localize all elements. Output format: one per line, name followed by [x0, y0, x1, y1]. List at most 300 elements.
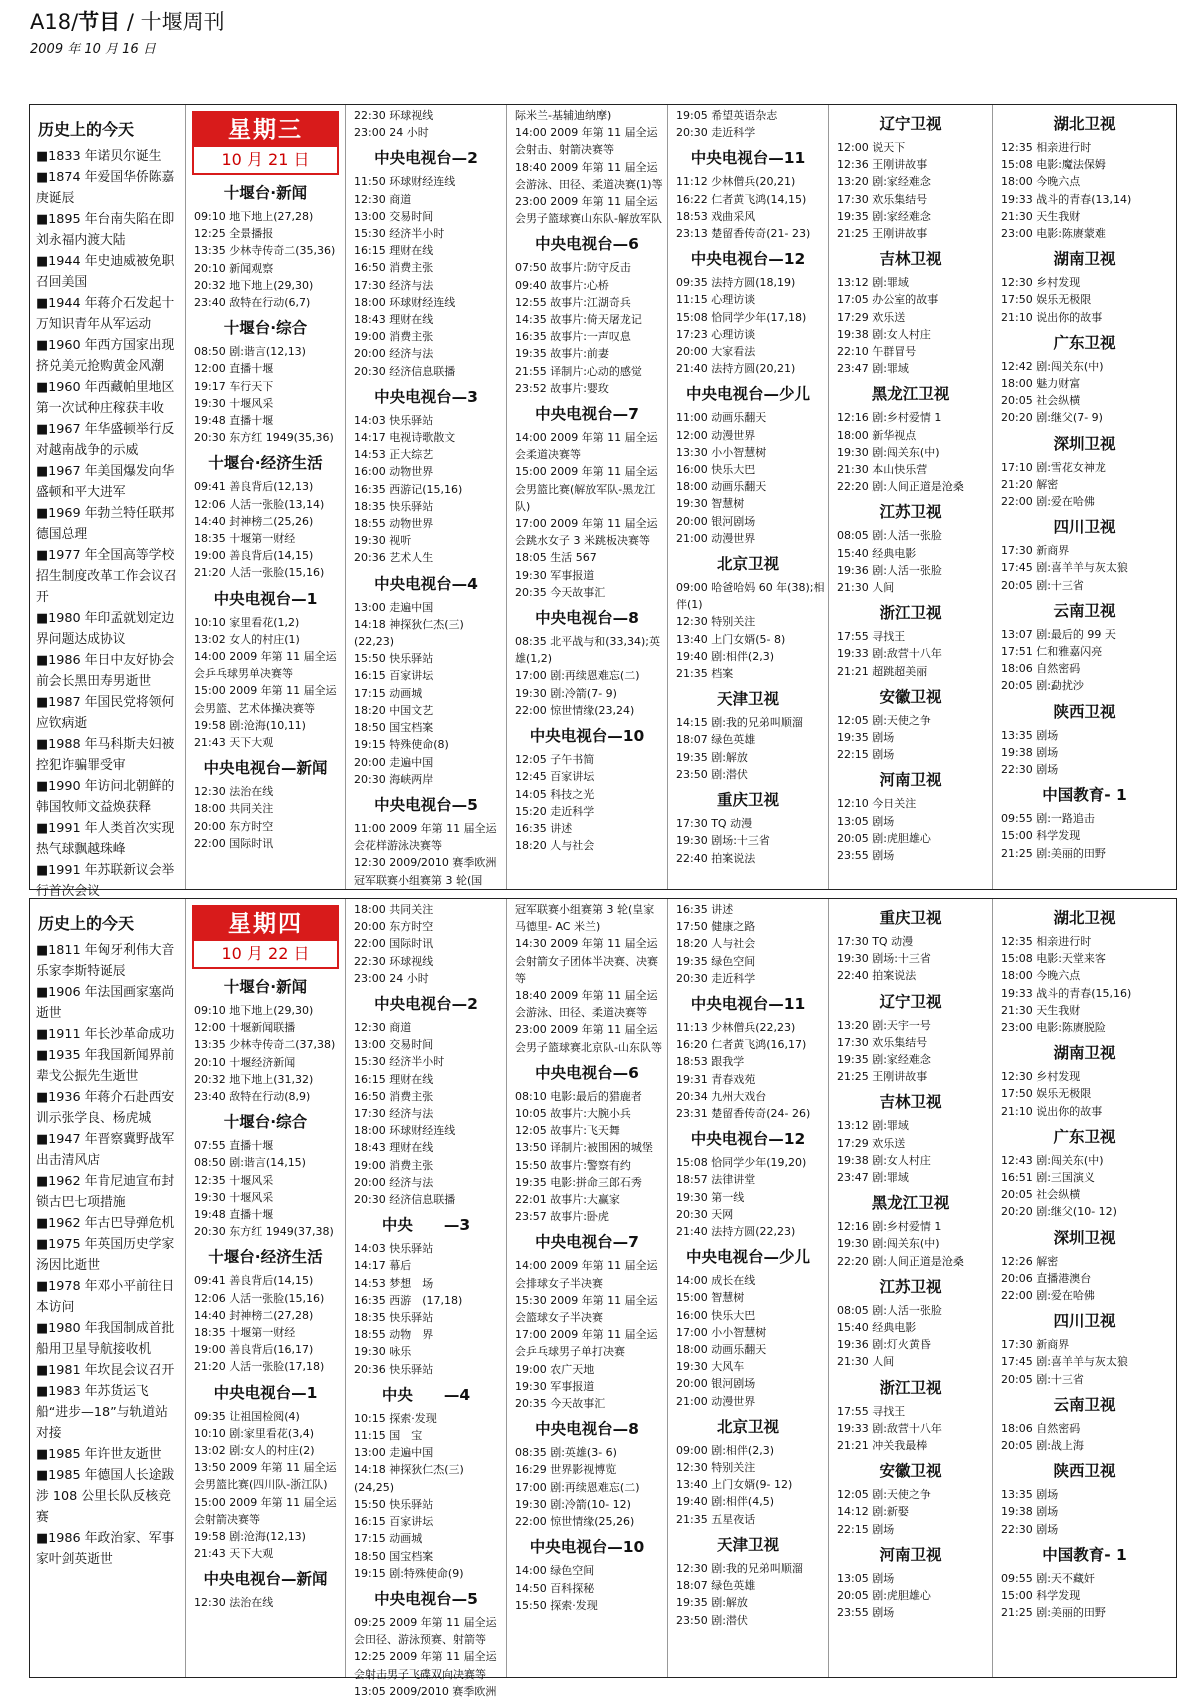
program-item: 15:00 科学发现	[1001, 829, 1081, 843]
program-item: 19:58 剧:沧海(12,13)	[194, 1530, 306, 1544]
program-item: 16:00 快乐大巴	[676, 463, 756, 477]
channel-title: 十堰台·综合	[223, 319, 308, 338]
program-item: 19:38 剧:女人村庄	[837, 1153, 931, 1167]
history-item: ■1980 年我国制成首批船用卫星导航接收机	[36, 1321, 175, 1357]
channel-title: 河南卫视	[879, 771, 942, 790]
channel-title: 中央电视台—10	[529, 727, 645, 746]
channel-title: 江苏卫视	[879, 1277, 942, 1296]
schedule-block-wednesday	[29, 104, 1177, 899]
program-item: 19:30 剧场:十三省	[837, 952, 931, 966]
program-item: 19:33 战斗的青春(13,14)	[1001, 192, 1132, 206]
program-item: 20:05 剧:十三省	[1001, 578, 1084, 592]
column-top-spacer	[993, 105, 1176, 107]
channel-title: 中央电视台—5	[374, 795, 478, 814]
program-item: 14:40 封神榜二(27,28)	[194, 1308, 314, 1322]
program-item: 12:30 法治在线	[194, 1596, 274, 1610]
program-item: 12:00 说天下	[837, 141, 906, 154]
program-item: 23:50 剧:潜伏	[676, 1613, 748, 1627]
channel-title: 深圳卫视	[1053, 434, 1116, 453]
channel-title: 安徽卫视	[879, 1462, 942, 1481]
schedule-column	[828, 105, 992, 889]
program-item: 19:38 剧场	[1001, 745, 1059, 759]
program-item: 22:00 剧:爱在哈佛	[1001, 495, 1095, 509]
program-item: 20:00 东方时空	[194, 819, 274, 833]
program-item: 23:55 剧场	[837, 849, 895, 863]
channel-section	[668, 148, 828, 242]
program-item: 19:40 剧:相伴(4,5)	[676, 1495, 774, 1509]
program-item: 12:30 商道	[354, 192, 412, 206]
program-item: 17:30 新商界	[1001, 1338, 1070, 1352]
program-item: 19:35 剧:家经难念	[837, 1053, 931, 1067]
channel-section	[507, 901, 667, 1056]
program-item: 09:41 善良背后(14,15)	[194, 1274, 314, 1288]
channel-title: 十堰台·经济生活	[208, 454, 323, 473]
program-item: 09:41 善良背后(12,13)	[194, 480, 314, 494]
channel-section	[507, 1063, 667, 1226]
history-column	[30, 899, 185, 1677]
channel-title: 江苏卫视	[879, 503, 942, 522]
program-item: 20:30 东方红 1949(35,36)	[194, 431, 334, 445]
program-item: 20:00 大家看法	[676, 345, 756, 359]
program-item: 19:30 军事报道	[515, 568, 595, 582]
program-item: 19:05 希望英语杂志	[676, 109, 778, 122]
program-item: 20:20 剧:继父(7- 9)	[1001, 411, 1103, 425]
program-item: 17:00 剧:再续恩难忘(二)	[515, 669, 640, 683]
program-item: 15:50 探索·发现	[515, 1598, 598, 1612]
program-item: 14:00 2009 年第 11 届全运会柔道决赛等	[515, 431, 658, 462]
program-item: 17:45 剧:喜羊羊与灰太狼	[1001, 561, 1128, 575]
schedule-column	[667, 105, 828, 889]
program-item: 20:05 剧:勐扰沙	[1001, 679, 1084, 693]
program-item: 21:10 说出你的故事	[1001, 310, 1103, 324]
history-item: ■1983 年苏货运飞船“进步—18”与轨道站对接	[36, 1384, 168, 1441]
program-item: 17:15 动画城	[354, 1532, 423, 1546]
program-item: 12:00 十堰新闻联播	[194, 1021, 296, 1035]
day-badge	[192, 905, 339, 969]
channel-section	[668, 790, 828, 867]
program-item: 16:15 百家讲坛	[354, 1515, 434, 1529]
program-item: 08:05 剧:人活一张脸	[837, 529, 942, 543]
program-item: 17:45 剧:喜羊羊与灰太狼	[1001, 1355, 1128, 1369]
program-item: 09:00 剧:相伴(2,3)	[676, 1443, 774, 1457]
channel-title: 湖北卫视	[1053, 909, 1116, 927]
program-item: 23:13 楚留香传奇(21- 23)	[676, 227, 811, 241]
program-item: 12:35 十堰风采	[194, 1173, 274, 1187]
program-item: 20:05 剧:战上海	[1001, 1439, 1084, 1453]
program-item: 09:55 剧:一路追击	[1001, 812, 1095, 826]
program-item: 09:10 地下地上(27,28)	[194, 210, 314, 223]
history-item: ■1947 年晋察冀野战军出击清风店	[36, 1132, 175, 1168]
program-item: 13:12 剧:罪域	[837, 1119, 909, 1133]
schedule-column	[506, 899, 667, 1677]
program-item: 19:35 故事片:前妻	[515, 347, 609, 361]
program-item: 20:00 东方时空	[354, 920, 434, 934]
program-item: 13:35 剧场	[1001, 728, 1059, 742]
channel-title: 中央电视台—少儿	[685, 1248, 810, 1267]
channel-section	[829, 770, 992, 864]
program-item: 16:35 故事片:一声叹息	[515, 330, 631, 344]
program-item: 18:00 动画乐翻天	[676, 480, 767, 494]
program-item: 11:12 少林僧兵(20,21)	[676, 175, 796, 189]
channel-section	[829, 992, 992, 1086]
program-item: 14:03 快乐驿站	[354, 413, 434, 427]
channel-section	[993, 1127, 1176, 1221]
program-item: 19:48 直播十堰	[194, 414, 274, 428]
program-item: 14:40 封神榜二(25,26)	[194, 514, 314, 528]
program-item: 17:29 欢乐送	[837, 1136, 906, 1150]
program-item: 12:43 剧:闯关东(中)	[1001, 1153, 1104, 1167]
program-item: 17:30 TQ 动漫	[676, 817, 753, 831]
column-top-spacer	[829, 899, 992, 901]
channel-section	[829, 908, 992, 985]
program-item: 16:00 快乐大巴	[676, 1308, 756, 1322]
program-item: 10:10 剧:家里看花(3,4)	[194, 1426, 314, 1440]
schedule-block-thursday	[29, 898, 1177, 1698]
program-item: 22:00 惊世情缘(23,24)	[515, 703, 635, 717]
history-item: ■1975 年英国历史学家汤因比逝世	[36, 1237, 175, 1273]
channel-section	[507, 1419, 667, 1530]
program-item: 21:55 译制片:心动的感觉	[515, 364, 642, 378]
program-item: 19:38 剧场	[1001, 1505, 1059, 1519]
program-item: 13:05 剧场	[837, 814, 895, 828]
channel-section	[829, 384, 992, 495]
channel-title: 中央电视台—1	[213, 589, 318, 608]
schedule-column	[506, 105, 667, 889]
history-item: ■1833 年诺贝尔诞生	[36, 149, 162, 164]
program-item: 23:47 剧:罪域	[837, 1171, 909, 1185]
program-item: 12:45 百家讲坛	[515, 770, 595, 784]
channel-title: 中央电视台—6	[535, 235, 639, 254]
program-item: 18:00 共同关注	[354, 903, 434, 916]
program-item: 18:43 理财在线	[354, 313, 434, 327]
program-item: 18:35 快乐驿站	[354, 1311, 434, 1325]
program-item: 23:00 电影:陈赓蒙难	[1001, 227, 1106, 241]
channel-title: 中央电视台—4	[374, 574, 478, 593]
channel-section	[186, 1383, 345, 1563]
program-item: 12:25 2009 年第 11 届全运会射击男子飞碟双向决赛等	[354, 1650, 497, 1681]
program-item: 20:05 社会纵横	[1001, 1188, 1081, 1202]
program-item: 16:29 世界影视博览	[515, 1463, 617, 1477]
program-item: 18:57 法律讲堂	[676, 1173, 756, 1187]
program-item: 08:35 剧:英雄(3- 6)	[515, 1446, 617, 1460]
program-item: 19:35 电影:拼命三郎石秀	[515, 1175, 642, 1189]
program-item: 22:00 国际时讯	[354, 937, 434, 951]
channel-title: 中央电视台—2	[374, 149, 478, 168]
program-item: 12:30 特别关注	[676, 1461, 756, 1475]
program-item: 19:38 剧:女人村庄	[837, 327, 931, 341]
channel-title: 中央电视台—7	[535, 405, 639, 424]
history-item: ■1991 年人类首次实现热气球飘越珠峰	[36, 821, 175, 857]
channel-section	[829, 1193, 992, 1270]
history-column	[30, 105, 185, 899]
program-item: 12:16 剧:乡村爱情 1	[837, 1220, 942, 1234]
program-item: 23:40 敌特在行动(8,9)	[194, 1090, 311, 1104]
channel-section	[993, 785, 1176, 862]
program-item: 15:08 恰同学少年(17,18)	[676, 310, 807, 324]
channel-section	[668, 1129, 828, 1240]
channel-section	[186, 453, 345, 581]
channel-section	[829, 502, 992, 596]
program-item: 13:00 走遍中国	[354, 600, 434, 614]
program-item: 17:30 经济与法	[354, 278, 434, 292]
channel-section	[993, 333, 1176, 427]
program-item: 21:30 天生我财	[1001, 209, 1081, 223]
program-item: 16:35 讲述	[515, 821, 573, 835]
program-item: 20:30 天网	[676, 1207, 734, 1221]
program-item: 21:35 五星夜话	[676, 1512, 756, 1526]
program-item: 17:05 办公室的故事	[837, 293, 939, 307]
channel-section	[668, 1247, 828, 1410]
channel-section	[829, 603, 992, 680]
program-item: 09:55 剧:天不藏奸	[1001, 1571, 1095, 1585]
program-item: 18:20 中国文艺	[354, 703, 434, 717]
program-item: 15:50 快乐驿站	[354, 652, 434, 666]
program-item: 20:00 银河剧场	[676, 514, 756, 528]
program-item: 08:35 北平战与和(33,34);英雄(1,2)	[515, 635, 660, 666]
history-item: ■1986 年政治家、军事家叶剑英逝世	[36, 1531, 175, 1567]
program-item: 13:35 少林寺传奇二(37,38)	[194, 1038, 336, 1052]
program-item: 15:00 2009 年第 11 届全运会射箭决赛等	[194, 1495, 337, 1526]
program-item: 15:50 故事片:警察有约	[515, 1158, 631, 1172]
history-item: ■1895 年台南失陷在即刘永福内渡大陆	[36, 212, 175, 248]
program-item: 14:18 神探狄仁杰(三)(24,25)	[354, 1463, 464, 1494]
program-item: 13:12 剧:罪域	[837, 276, 909, 290]
channel-title: 湖北卫视	[1053, 115, 1116, 133]
program-item: 13:00 交易时间	[354, 209, 434, 223]
channel-title: 中央电视台—少儿	[685, 385, 810, 404]
column-top-spacer	[829, 105, 992, 107]
program-item: 19:36 剧:人活一张脸	[837, 563, 942, 577]
program-item: 19:30 视听	[354, 534, 412, 548]
history-item: ■1978 年邓小平前往日本访问	[36, 1279, 175, 1315]
channel-title: 中央电视台—11	[690, 149, 806, 168]
program-item: 18:00 新华视点	[837, 428, 917, 442]
program-item: 19:33 剧:敌营十八年	[837, 1421, 942, 1435]
history-item: ■1944 年蒋介石发起十万知识青年从军运动	[36, 296, 175, 332]
program-item: 11:00 2009 年第 11 届全运会花样游泳决赛等	[354, 821, 497, 853]
program-item: 23:00 2009 年第 11 届全运会男子篮球赛北京队-山东队等	[515, 1023, 662, 1054]
channel-section	[346, 107, 506, 141]
program-item: 18:55 动物 界	[354, 1328, 434, 1342]
channel-section	[668, 994, 828, 1122]
program-item: 12:26 解密	[1001, 1254, 1059, 1268]
channel-section	[668, 901, 828, 987]
program-item: 23:00 24 小时	[354, 126, 429, 140]
program-item: 19:33 剧:敌营十八年	[837, 647, 942, 661]
channel-section	[346, 1215, 506, 1378]
program-item: 16:51 剧:三国演义	[1001, 1171, 1095, 1185]
program-item: 20:36 艺术人生	[354, 551, 434, 565]
program-item: 17:50 娱乐无极限	[1001, 293, 1092, 307]
program-item: 19:30 智慧树	[676, 497, 745, 511]
schedule-column	[828, 899, 992, 1677]
program-item: 18:00 今晚六点	[1001, 175, 1081, 189]
program-item: 20:32 地下地上(31,32)	[194, 1072, 314, 1086]
program-item: 15:30 2009 年第 11 届全运会篮球女子半决赛	[515, 1293, 658, 1325]
program-item: 23:00 电影:陈赓脱险	[1001, 1021, 1106, 1035]
program-item: 13:00 交易时间	[354, 1038, 434, 1052]
program-item: 23:57 故事片:卧虎	[515, 1210, 609, 1224]
program-item: 21:30 天生我财	[1001, 1003, 1081, 1017]
channel-section	[993, 249, 1176, 326]
program-item: 14:00 2009 年第 11 届全运会射击、射箭决赛等	[515, 126, 658, 157]
program-item: 18:00 环球财经连线	[354, 295, 456, 309]
program-item: 16:15 理财在线	[354, 244, 434, 258]
program-item: 22:40 拍案说法	[676, 851, 756, 865]
program-item: 19:36 剧:灯火黄昏	[837, 1338, 931, 1352]
program-item: 15:00 2009 年第 11 届全运会男篮、艺术体操决赛等	[194, 684, 337, 715]
channel-section	[186, 183, 345, 311]
channel-section	[346, 795, 506, 889]
history-item: ■1967 年美国爆发向华盛顿和平大进军	[36, 464, 175, 500]
program-item: 14:53 正大综艺	[354, 448, 434, 462]
history-item: ■1980 年印孟就划定边界问题达成协议	[36, 611, 175, 647]
channel-section	[993, 434, 1176, 511]
program-item: 21:25 剧:美丽的田野	[1001, 1606, 1106, 1620]
history-item: ■1962 年肯尼迪宣布封锁古巴七项措施	[36, 1174, 175, 1210]
program-item: 14:00 2009 年第 11 届全运会排球女子半决赛	[515, 1259, 658, 1290]
channel-section	[346, 901, 506, 987]
history-item: ■1985 年德国人长途跋涉 108 公里长队反核竞赛	[36, 1468, 175, 1525]
program-item: 22:00 剧:爱在哈佛	[1001, 1289, 1095, 1303]
program-item: 15:40 经典电影	[837, 546, 917, 560]
program-item: 14:15 剧:我的兄弟叫顺溜	[676, 716, 803, 730]
section-name: 节目	[78, 10, 121, 34]
program-item: 17:00 2009 年第 11 届全运会乒乓球男子单打决赛	[515, 1328, 658, 1359]
program-item: 22:30 剧场	[1001, 1522, 1059, 1536]
page-code: A18/	[30, 10, 79, 34]
channel-title: 中央 —4	[381, 1385, 471, 1404]
channel-section	[993, 908, 1176, 1036]
program-item: 12:30 2009/2010 赛季欧洲冠军联赛小组赛第 3 轮(国	[354, 856, 497, 887]
program-item: 13:05 剧场	[837, 1571, 895, 1585]
program-item: 20:20 剧:继父(10- 12)	[1001, 1205, 1117, 1219]
channel-title: 天津卫视	[716, 690, 779, 709]
program-item: 15:08 电影:天堂来客	[1001, 952, 1106, 966]
program-item: 20:36 快乐驿站	[354, 1362, 434, 1376]
program-item: 13:40 上门女婿(5- 8)	[676, 632, 786, 646]
program-item: 18:50 国宝档案	[354, 1549, 434, 1563]
program-item: 19:00 农广天地	[515, 1362, 595, 1376]
program-item: 20:32 地下地上(29,30)	[194, 278, 314, 292]
program-item: 18:35 快乐驿站	[354, 499, 434, 513]
program-item: 08:50 剧:谐言(14,15)	[194, 1156, 306, 1170]
program-item: 20:34 九州大戏台	[676, 1089, 767, 1103]
program-item: 11:00 动画乐翻天	[676, 411, 767, 425]
program-item: 21:43 天下大观	[194, 736, 274, 750]
program-item: 18:35 十堰第一财经	[194, 532, 296, 546]
program-item: 16:50 消费主张	[354, 261, 434, 275]
channel-section	[829, 1092, 992, 1186]
program-item: 20:10 十堰经济新闻	[194, 1055, 296, 1069]
program-item: 20:00 银河剧场	[676, 1377, 756, 1391]
channel-title: 浙江卫视	[879, 604, 942, 623]
program-item: 20:05 剧:虎胆雄心	[837, 1589, 931, 1603]
channel-section	[507, 726, 667, 854]
program-item: 19:35 剧:解放	[676, 1596, 748, 1610]
channel-title: 中央电视台—10	[529, 1538, 645, 1557]
channel-title: 辽宁卫视	[879, 992, 942, 1011]
program-item: 20:05 剧:十三省	[1001, 1372, 1084, 1386]
program-item: 12:05 故事片:飞天舞	[515, 1124, 620, 1138]
program-item: 17:23 心理访谈	[676, 327, 756, 341]
program-item: 12:30 特别关注	[676, 615, 756, 629]
program-item: 12:05 子午书简	[515, 753, 595, 767]
program-item: 17:00 2009 年第 11 届全运会跳水女子 3 米跳板决赛等	[515, 517, 658, 548]
schedule-column	[345, 899, 506, 1698]
channel-title: 中央电视台—1	[213, 1383, 318, 1402]
program-item: 19:30 剧:冷箭(10- 12)	[515, 1497, 631, 1511]
program-item: 际米兰-基辅迪纳摩)	[515, 109, 612, 122]
channel-section	[668, 1417, 828, 1528]
channel-section	[993, 1545, 1176, 1622]
channel-title: 北京卫视	[716, 1417, 779, 1436]
program-item: 19:00 善良背后(16,17)	[194, 1343, 314, 1357]
program-item: 22:30 环球视线	[354, 954, 434, 968]
channel-section	[829, 249, 992, 377]
channel-title: 中央电视台—12	[690, 1130, 806, 1149]
program-item: 20:10 新闻观察	[194, 261, 274, 275]
channel-title: 中央电视台—8	[535, 1420, 639, 1439]
channel-section	[507, 608, 667, 719]
history-item: ■1906 年法国画家塞尚逝世	[36, 985, 175, 1021]
program-item: 09:25 2009 年第 11 届全运会田径、游泳预赛、射箭等	[354, 1615, 497, 1647]
history-item: ■1811 年匈牙利伟大音乐家李斯特诞辰	[36, 943, 175, 979]
program-item: 21:30 人间	[837, 1355, 895, 1369]
channel-section	[186, 977, 345, 1105]
program-item: 20:35 今天故事汇	[515, 1397, 606, 1411]
program-item: 18:07 绿色英雄	[676, 733, 756, 747]
channel-title: 湖南卫视	[1053, 250, 1116, 269]
history-item: ■1988 年马科斯夫妇被控犯诈骗罪受审	[36, 737, 175, 773]
channel-title: 安徽卫视	[879, 687, 942, 706]
program-item: 21:20 解密	[1001, 477, 1059, 491]
program-item: 10:10 家里看花(1,2)	[194, 615, 300, 629]
channel-section	[507, 107, 667, 227]
program-item: 19:00 善良背后(14,15)	[194, 549, 314, 563]
program-item: 17:30 经济与法	[354, 1107, 434, 1121]
program-item: 18:53 戏曲采风	[676, 209, 756, 223]
program-item: 13:50 2009 年第 11 届全运会男篮比赛(四川队-浙江队)	[194, 1461, 337, 1492]
program-item: 13:02 剧:女人的村庄(2)	[194, 1444, 315, 1458]
channel-title: 湖南卫视	[1053, 1044, 1116, 1063]
history-item: ■1967 年华盛顿举行反对越南战争的示威	[36, 422, 175, 458]
program-item: 19:30 剧场:十三省	[676, 834, 770, 848]
program-item: 17:10 剧:雪花女神龙	[1001, 460, 1106, 474]
channel-section	[668, 554, 828, 682]
program-item: 19:30 剧:闯关东(中)	[837, 445, 940, 459]
program-item: 12:05 剧:天使之争	[837, 713, 931, 727]
program-item: 13:07 剧:最后的 99 天	[1001, 627, 1116, 641]
page-header: A18/节目 / 十堰周刊	[30, 10, 225, 34]
channel-section	[346, 574, 506, 788]
program-item: 17:50 娱乐无极限	[1001, 1087, 1092, 1101]
program-item: 19:30 十堰风采	[194, 396, 274, 410]
channel-section	[346, 1385, 506, 1582]
history-item: ■1987 年国民党将领何应钦病逝	[36, 695, 175, 731]
program-item: 16:35 讲述	[676, 903, 734, 916]
program-item: 15:40 经典电影	[837, 1321, 917, 1335]
program-item: 20:30 走近科学	[676, 971, 756, 985]
program-item: 18:20 人与社会	[515, 839, 595, 853]
program-item: 21:00 动漫世界	[676, 1394, 756, 1408]
program-item: 12:10 今日关注	[837, 797, 917, 811]
program-item: 17:00 小小智慧树	[676, 1325, 767, 1339]
program-item: 17:29 欢乐送	[837, 310, 906, 324]
program-item: 18:00 共同关注	[194, 802, 274, 816]
program-item: 12:35 相亲进行时	[1001, 935, 1092, 948]
program-item: 21:20 人活一张脸(15,16)	[194, 566, 325, 580]
